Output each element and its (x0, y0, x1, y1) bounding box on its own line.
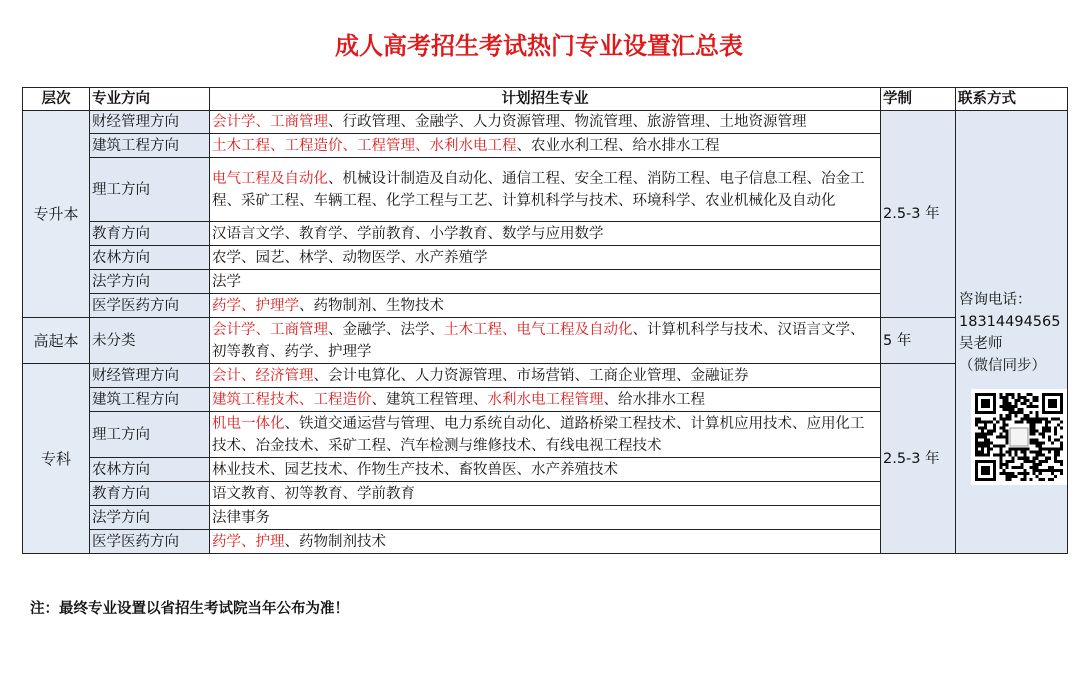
header-level: 层次 (23, 88, 90, 111)
header-majors: 计划招生专业 (210, 88, 881, 111)
major-text: 、建筑工程管理、 (371, 391, 488, 408)
direction-cell: 建筑工程方向 (90, 134, 210, 158)
header-contact: 联系方式 (956, 88, 1068, 111)
majors-cell (210, 388, 881, 412)
majors-cell (210, 364, 881, 388)
page-title: 成人高考招生考试热门专业设置汇总表 (335, 32, 743, 60)
direction-cell: 财经管理方向 (90, 364, 210, 388)
majors-cell (210, 270, 881, 294)
qr-code-icon (971, 389, 1067, 485)
duration-cell: 5 年 (881, 318, 956, 364)
direction-cell: 理工方向 (90, 158, 210, 222)
direction-cell: 医学医药方向 (90, 530, 210, 554)
major-text: 、金融学、法学、 (328, 321, 444, 338)
majors-cell (210, 222, 881, 246)
direction-cell: 理工方向 (90, 412, 210, 458)
table-row (23, 111, 1068, 134)
major-text: 汉语言文学、教育学、学前教育、小学教育、数学与应用数学 (212, 225, 604, 242)
major-text: 农学、园艺、林学、动物医学、水产养殖学 (212, 249, 488, 266)
level-cell: 专科 (23, 364, 90, 554)
duration-cell: 2.5-3 年 (881, 111, 956, 318)
major-text: 、机械设计制造及自动化、通信工程、安全工程、消防工程、电子信息工程、冶金工程、采矿工程、车辆工程、化学工程与工艺、计算机科学与技术、环境科学、农业机械化及自动化 (212, 170, 865, 209)
major-text: 法学 (212, 273, 241, 290)
major-text: 、药物制剂、生物技术 (299, 297, 444, 314)
table-body (23, 111, 1068, 554)
highlighted-major-text: 水利水电工程管理 (487, 391, 604, 408)
table-row (23, 364, 1068, 388)
majors-cell (210, 246, 881, 270)
majors-cell (210, 134, 881, 158)
contact-cell (956, 111, 1068, 554)
majors-cell (210, 530, 881, 554)
majors-table (22, 87, 1068, 554)
direction-cell: 教育方向 (90, 482, 210, 506)
direction-cell: 法学方向 (90, 506, 210, 530)
highlighted-major-text: 药学、护理 (212, 533, 285, 550)
direction-cell: 建筑工程方向 (90, 388, 210, 412)
duration-cell: 2.5-3 年 (881, 364, 956, 554)
direction-cell: 农林方向 (90, 246, 210, 270)
majors-cell (210, 458, 881, 482)
direction-cell: 法学方向 (90, 270, 210, 294)
contact-phone: 18314494565 (959, 314, 1061, 330)
major-text: 、行政管理、金融学、人力资源管理、物流管理、旅游管理、土地资源管理 (328, 114, 807, 130)
contact-phone-label: 咨询电话： (959, 292, 1032, 308)
major-text: 、计算机科学与技术、汉语言文学、初等教育、药学、护理学 (212, 321, 865, 360)
direction-cell: 未分类 (90, 318, 210, 364)
majors-cell (210, 158, 881, 222)
highlighted-major-text: 会计学、工商管理 (212, 114, 328, 130)
contact-wechat: （微信同步） (959, 358, 1046, 374)
highlighted-major-text: 会计、经济管理 (212, 367, 314, 384)
majors-cell (210, 412, 881, 458)
majors-cell (210, 294, 881, 318)
highlighted-major-text: 土木工程、电气工程及自动化 (444, 321, 633, 338)
highlighted-major-text: 药学、护理学 (212, 297, 299, 314)
table-row (23, 318, 1068, 364)
major-text: 、药物制剂技术 (284, 533, 386, 550)
majors-cell (210, 318, 881, 364)
highlighted-major-text: 电气工程及自动化 (212, 170, 328, 187)
majors-cell (210, 482, 881, 506)
header-direction: 专业方向 (90, 88, 210, 111)
highlighted-major-text: 建筑工程技术、工程造价 (212, 391, 372, 408)
header-duration: 学制 (881, 88, 956, 111)
majors-cell (210, 111, 881, 134)
major-text: 法律事务 (212, 509, 270, 526)
level-cell: 高起本 (23, 318, 90, 364)
level-cell: 专升本 (23, 111, 90, 318)
contact-person: 吴老师 (959, 336, 1003, 352)
highlighted-major-text: 会计学、工商管理 (212, 321, 328, 338)
major-text: 、农业水利工程、给水排水工程 (516, 137, 720, 154)
highlighted-major-text: 机电一体化 (212, 415, 285, 432)
majors-cell (210, 506, 881, 530)
direction-cell: 教育方向 (90, 222, 210, 246)
direction-cell: 医学医药方向 (90, 294, 210, 318)
highlighted-major-text: 土木工程、工程造价、工程管理、水利水电工程 (212, 137, 517, 154)
direction-cell: 财经管理方向 (90, 111, 210, 134)
major-text: 语文教育、初等教育、学前教育 (212, 485, 415, 502)
contact-block (958, 179, 1065, 485)
major-text: 林业技术、园艺技术、作物生产技术、畜牧兽医、水产养殖技术 (212, 461, 618, 478)
major-text: 、铁道交通运营与管理、电力系统自动化、道路桥梁工程技术、计算机应用技术、应用化工技术、冶金技术、采矿工程、汽车检测与维修技术、有线电视工程技术 (212, 415, 865, 454)
footnote: 注：最终专业设置以省招生考试院当年公布为准！ (30, 601, 349, 617)
major-text: 、会计电算化、人力资源管理、市场营销、工商企业管理、金融证券 (313, 367, 749, 384)
major-text: 、给水排水工程 (603, 391, 705, 408)
direction-cell: 农林方向 (90, 458, 210, 482)
